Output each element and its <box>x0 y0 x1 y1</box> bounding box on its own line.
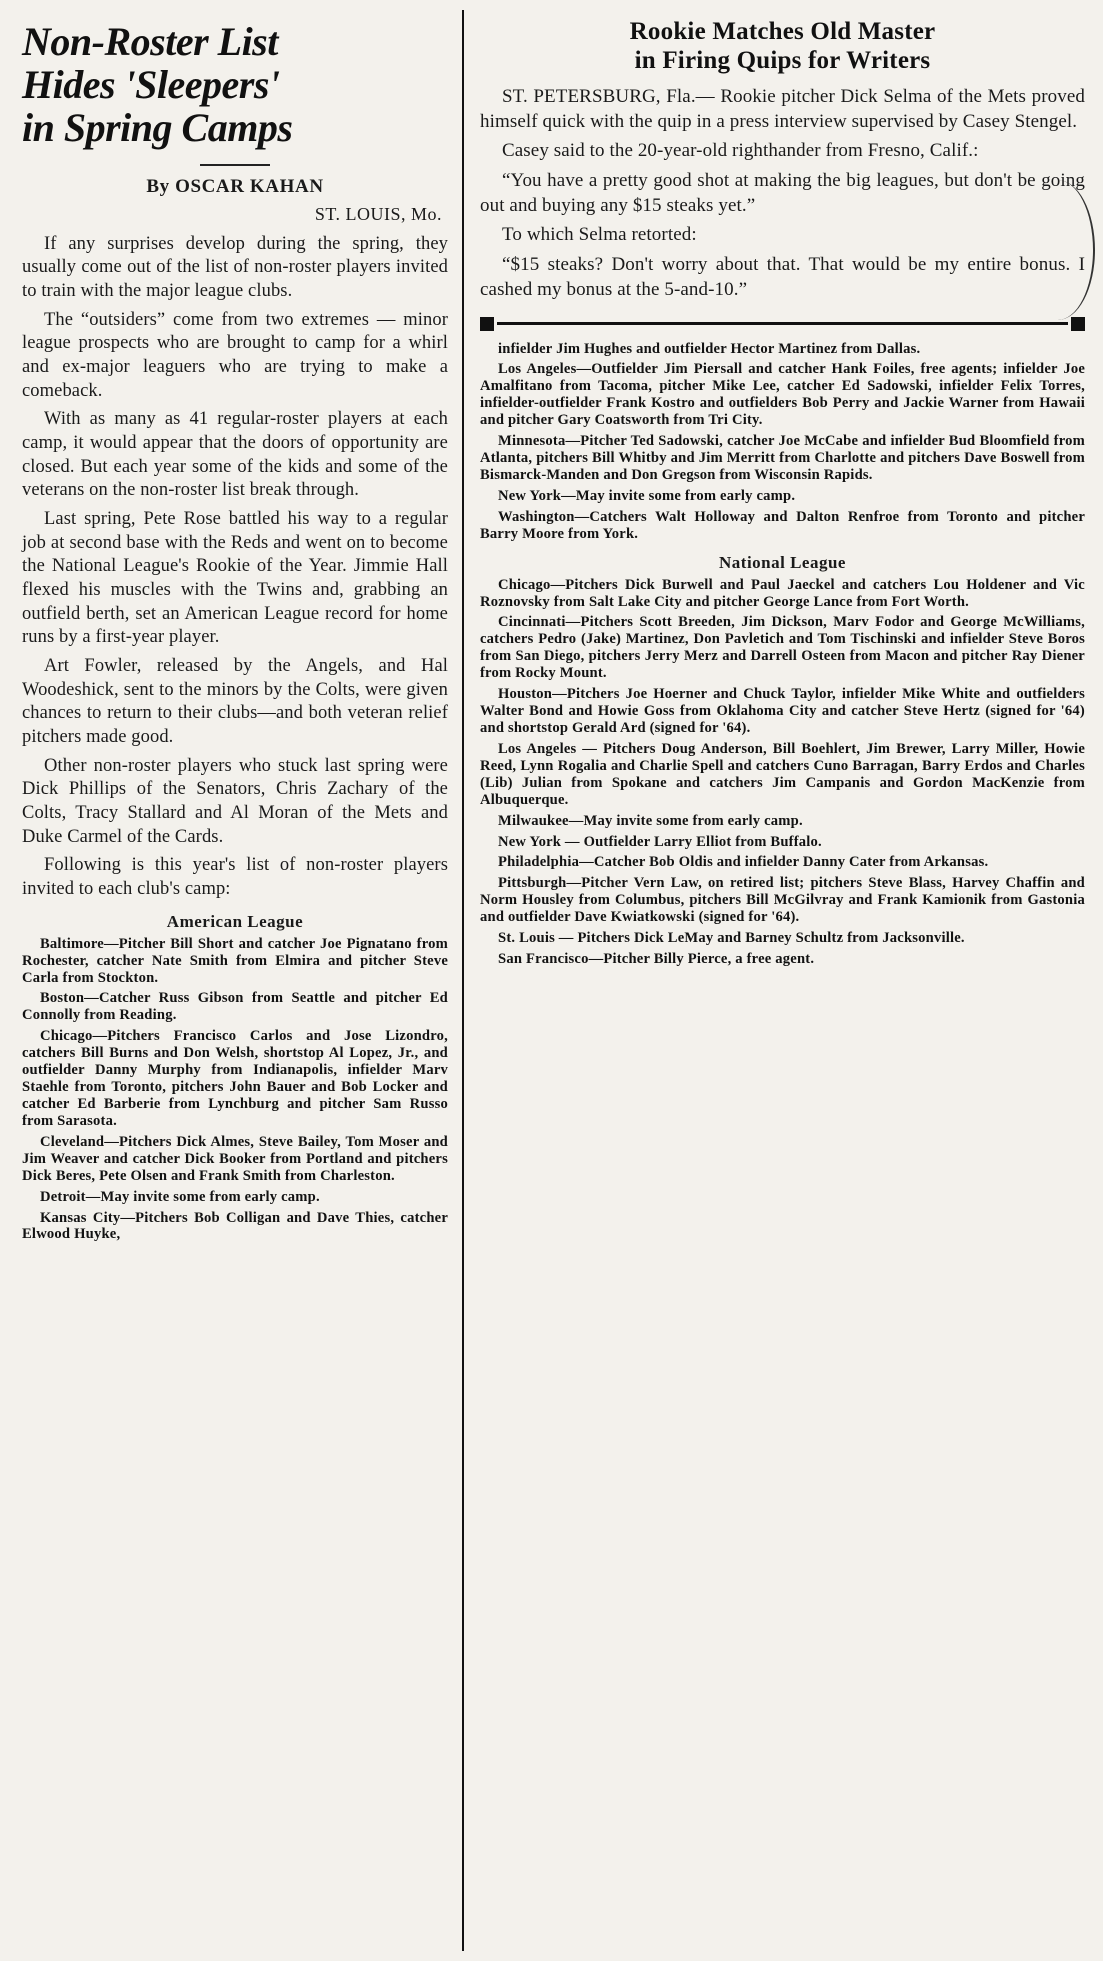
left-column <box>12 10 464 1951</box>
roster-entry: Detroit—May invite some from early camp. <box>40 1188 320 1205</box>
roster-entry: Milwaukee—May invite some from early camp. <box>498 812 803 829</box>
page-title <box>22 20 448 150</box>
square-dingbat-icon <box>480 317 494 331</box>
roster-entry: Baltimore—Pitcher Bill Short and catcher Joe Pignatano from Rochester, catcher Nate Smith from Elmira and pitcher Steve Carla from Stockton. <box>22 935 448 986</box>
dateline: ST. LOUIS, Mo. <box>314 203 442 224</box>
article-paragraph: “$15 steaks? Don't worry about that. That would be my entire bonus. I cashed my bonus at the 5-and-10.” <box>480 254 1085 300</box>
roster-entry: San Francisco—Pitcher Billy Pierce, a free agent. <box>498 951 815 968</box>
roster-entry: infielder Jim Hughes and outfielder Hector Martinez from Dallas. <box>498 340 921 357</box>
secondary-headline-line-2: in Firing Quips for Writers <box>634 46 931 74</box>
section-divider <box>480 317 1085 331</box>
article-paragraph: Last spring, Pete Rose battled his way to a regular job at second base with the Reds and went on to become the National League's Rookie of the Year. Jimmie Hall flexed his muscles with the Twins and, grabbing an outfield berth, set an American League record for home runs by a first-year player. <box>22 508 448 648</box>
roster-entry: Cleveland—Pitchers Dick Almes, Steve Bailey, Tom Moser and Jim Weaver and catcher Dick Booker from Portland and pitchers Dick Beres, Pete Olsen and Frank Smith from Charleston. <box>22 1133 448 1184</box>
secondary-headline-line-1: Rookie Matches Old Master <box>629 18 936 45</box>
byline: By OSCAR KAHAN <box>146 175 324 197</box>
article-paragraph: “You have a pretty good shot at making the big leagues, but don't be going out and buying any $15 steaks yet.” <box>480 170 1085 216</box>
article-paragraph: If any surprises develop during the spring, they usually come out of the list of non-roster players invited to train with the major league clubs. <box>22 233 448 301</box>
headline-line-1: Non-Roster List <box>22 19 278 64</box>
roster-entry: St. Louis — Pitchers Dick LeMay and Barney Schultz from Jacksonville. <box>498 930 965 947</box>
roster-entry: Chicago—Pitchers Dick Burwell and Paul Jaeckel and catchers Lou Holdener and Vic Roznovsky from Salt Lake City and pitcher George Lance from Fort Worth. <box>480 576 1085 610</box>
square-dingbat-icon <box>1071 317 1085 331</box>
roster-entry: Kansas City—Pitchers Bob Colligan and Dave Thies, catcher Elwood Huyke, <box>22 1209 448 1243</box>
secondary-headline <box>480 18 1085 75</box>
columns-container <box>12 10 1091 1951</box>
roster-entry: Los Angeles — Pitchers Doug Anderson, Bill Boehlert, Jim Brewer, Larry Miller, Howie Reed, Lynn Rogalia and Charlie Spell and catchers Cuno Barragan, Barry Erdos and Charles (Lib) Julian from Spokane and catchers Jim Campanis and Gordon MacKenzie from Albuquerque. <box>480 740 1085 808</box>
roster-entry: Pittsburgh—Pitcher Vern Law, on retired list; pitchers Steve Blass, Harvey Chaffin and Norm Housley from Columbus, pitchers Bill McGilvray and Frank Kamionik from Gastonia and outfielder Dave Kwiatkowski (signed for '64). <box>480 875 1085 926</box>
article-paragraph: The “outsiders” come from two extremes — minor league prospects who are brought to camp for a whirl and ex-major leaguers who are trying to make a comeback. <box>22 309 448 401</box>
article-paragraph: Casey said to the 20-year-old righthander from Fresno, Calif.: <box>502 140 979 162</box>
roster-entry: New York—May invite some from early camp. <box>498 487 796 504</box>
headline-line-3: in Spring Camps <box>22 105 293 151</box>
article-paragraph: ST. PETERSBURG, Fla.— Rookie pitcher Dick Selma of the Mets proved himself quick with the quip in a press interview supervised by Casey Stengel. <box>480 86 1085 132</box>
roster-entry: Chicago—Pitchers Francisco Carlos and Jose Lizondro, catchers Bill Burns and Don Welsh, shortstop Al Lopez, Jr., and outfielder Danny Murphy from Indianapolis, infielder Marv Staehle from Toronto, pitchers John Bauer and Bob Locker and catcher Ed Barberie from Lynchburg and pitcher Sam Russo from Sarasota. <box>22 1028 448 1129</box>
roster-entry: Philadelphia—Catcher Bob Oldis and infielder Danny Cater from Arkansas. <box>498 854 989 871</box>
roster-entry: Houston—Pitchers Joe Hoerner and Chuck Taylor, infielder Mike White and outfielders Walter Bond and Howie Goss from Oklahoma City and catcher Steve Hertz (signed for '64) and shortstop Gerald Ard (signed for '64). <box>480 686 1085 737</box>
right-column <box>464 10 1091 1951</box>
article-paragraph: Art Fowler, released by the Angels, and Hal Woodeshick, sent to the minors by the Colts, were given chances to return to their clubs—and both veteran relief pitchers made good. <box>22 655 448 747</box>
roster-entry: Cincinnati—Pitchers Scott Breeden, Jim Dickson, Marv Fodor and George McWilliams, catchers Pedro (Jake) Martinez, Don Pavletich and Tom Tischinski and infielder Steve Boros from San Diego, pitchers Jerry Merz and Darrell Osteen from Macon and pitcher Ray Diener from Rocky Mount. <box>480 614 1085 682</box>
section-heading-american-league: American League <box>166 911 304 931</box>
divider <box>200 164 270 166</box>
roster-entry: Los Angeles—Outfielder Jim Piersall and catcher Hank Foiles, free agents; infielder Joe Amalfitano from Tacoma, pitcher Mike Lee, catcher Ed Sadowski, infielder Felix Torres, infielder-outfielder Frank Kostro and outfielders Bob Perry and Jackie Warner from Hawaii and pitcher Gary Coatsworth from Tri City. <box>480 361 1085 429</box>
article-paragraph: Other non-roster players who stuck last spring were Dick Phillips of the Senators, Chris Zachary of the Colts, Tracy Stallard and Al Moran of the Mets and Duke Carmel of the Cards. <box>22 755 448 847</box>
divider-line <box>497 322 1068 325</box>
article-paragraph: With as many as 41 regular-roster players at each camp, it would appear that the doors of opportunity are closed. But each year some of the kids and some of the veterans on the non-roster list break through. <box>22 409 448 501</box>
roster-entry: New York — Outfielder Larry Elliot from Buffalo. <box>498 833 822 850</box>
roster-entry: Minnesota—Pitcher Ted Sadowski, catcher Joe McCabe and infielder Bud Bloomfield from Atlanta, pitchers Bill Whitby and Jim Merritt from Charlotte and pitchers Dave Boswell from Bismarck-Manden and Don Gregson from Wisconsin Rapids. <box>480 433 1085 483</box>
roster-entry: Washington—Catchers Walt Holloway and Dalton Renfroe from Toronto and pitcher Barry Moore from York. <box>480 508 1085 542</box>
article-paragraph: To which Selma retorted: <box>502 224 697 246</box>
article-paragraph: Following is this year's list of non-roster players invited to each club's camp: <box>22 855 448 900</box>
roster-entry: Boston—Catcher Russ Gibson from Seattle and pitcher Ed Connolly from Reading. <box>22 990 448 1024</box>
headline-line-2: Hides 'Sleepers' <box>22 62 280 108</box>
section-heading-national-league: National League <box>719 552 846 572</box>
